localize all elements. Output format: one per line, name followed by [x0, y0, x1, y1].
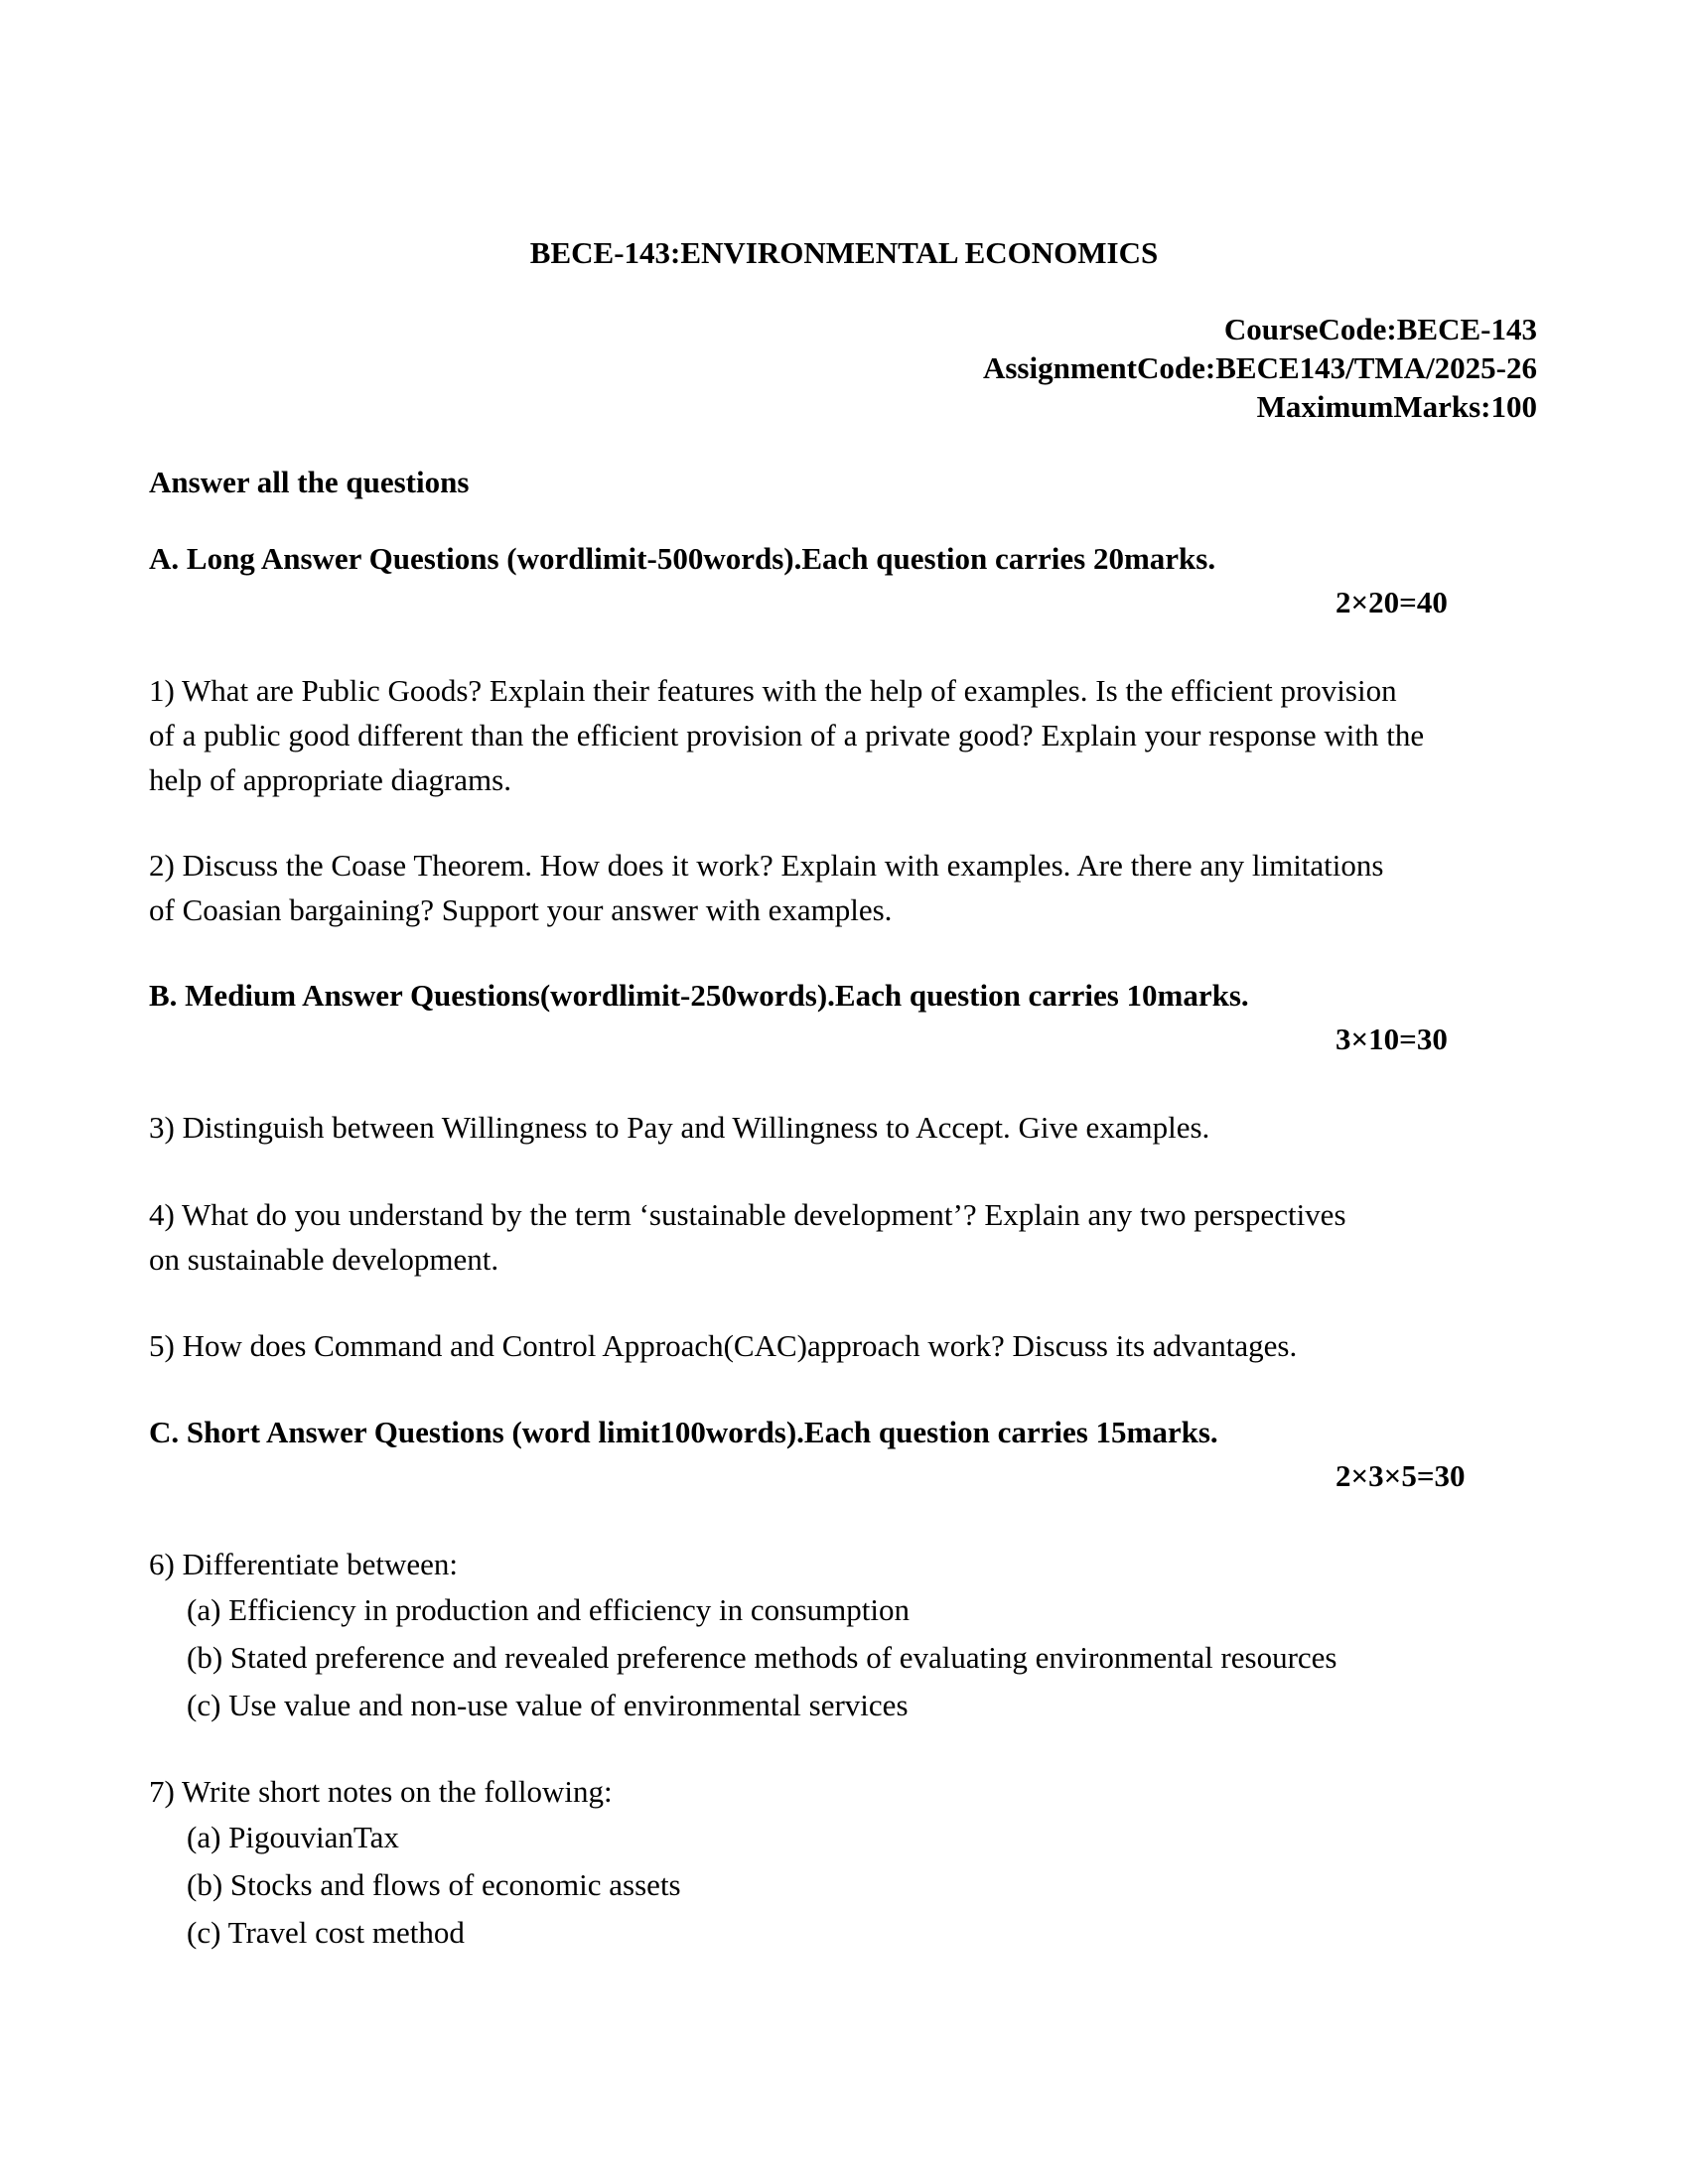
question-line: 1) What are Public Goods? Explain their features with the help of examples. Is the efficient provision	[149, 673, 1397, 708]
section-b-heading: B. Medium Answer Questions(wordlimit-250words).Each question carries 10marks.	[149, 978, 1249, 1013]
question-3	[149, 1105, 1209, 1150]
question-line: of a public good different than the efficient provision of a private good? Explain your response with the	[149, 718, 1425, 752]
question-intro: 7) Write short notes on the following:	[149, 1774, 613, 1809]
list-item: (b) Stated preference and revealed preference methods of evaluating environmental resources	[187, 1640, 1337, 1675]
list-item: (c) Travel cost method	[187, 1915, 465, 1950]
question-line: help of appropriate diagrams.	[149, 762, 511, 797]
section-b-marks: 3×10=30	[1336, 1022, 1448, 1056]
question-line: of Coasian bargaining? Support your answer with examples.	[149, 892, 893, 927]
question-5	[149, 1323, 1297, 1368]
question-1	[149, 668, 1424, 802]
question-2	[149, 843, 1383, 932]
course-code: CourseCode:BECE-143	[1223, 312, 1537, 346]
question-line: 5) How does Command and Control Approach(CAC)approach work? Discuss its advantages.	[149, 1328, 1298, 1363]
list-item: (b) Stocks and flows of economic assets	[187, 1867, 681, 1902]
question-line: 3) Distinguish between Willingness to Pay and Willingness to Accept. Give examples.	[149, 1110, 1210, 1145]
section-a-heading: A. Long Answer Questions (wordlimit-500words).Each question carries 20marks.	[149, 541, 1216, 576]
list-item: (a) Efficiency in production and efficiency in consumption	[187, 1592, 910, 1627]
assignment-meta	[983, 310, 1537, 426]
question-4	[149, 1192, 1346, 1282]
list-item: (a) PigouvianTax	[187, 1820, 399, 1854]
question-line: 4) What do you understand by the term ‘sustainable development’? Explain any two perspectives	[149, 1197, 1346, 1232]
section-c-marks: 2×3×5=30	[1336, 1458, 1466, 1493]
question-6	[149, 1542, 1337, 1729]
page-title: BECE-143:ENVIRONMENTAL ECONOMICS	[529, 235, 1159, 270]
question-line: 2) Discuss the Coase Theorem. How does it work? Explain with examples. Are there any limitations	[149, 848, 1384, 883]
list-item: (c) Use value and non-use value of environmental services	[187, 1688, 909, 1722]
question-7	[149, 1769, 681, 1957]
section-c-heading: C. Short Answer Questions (word limit100words).Each question carries 15marks.	[149, 1415, 1218, 1449]
question-line: on sustainable development.	[149, 1242, 499, 1277]
maximum-marks: MaximumMarks:100	[1256, 389, 1537, 424]
instruction: Answer all the questions	[149, 465, 470, 499]
question-intro: 6) Differentiate between:	[149, 1547, 458, 1581]
section-a-marks: 2×20=40	[1336, 585, 1448, 619]
assignment-code: AssignmentCode:BECE143/TMA/2025-26	[982, 350, 1537, 385]
